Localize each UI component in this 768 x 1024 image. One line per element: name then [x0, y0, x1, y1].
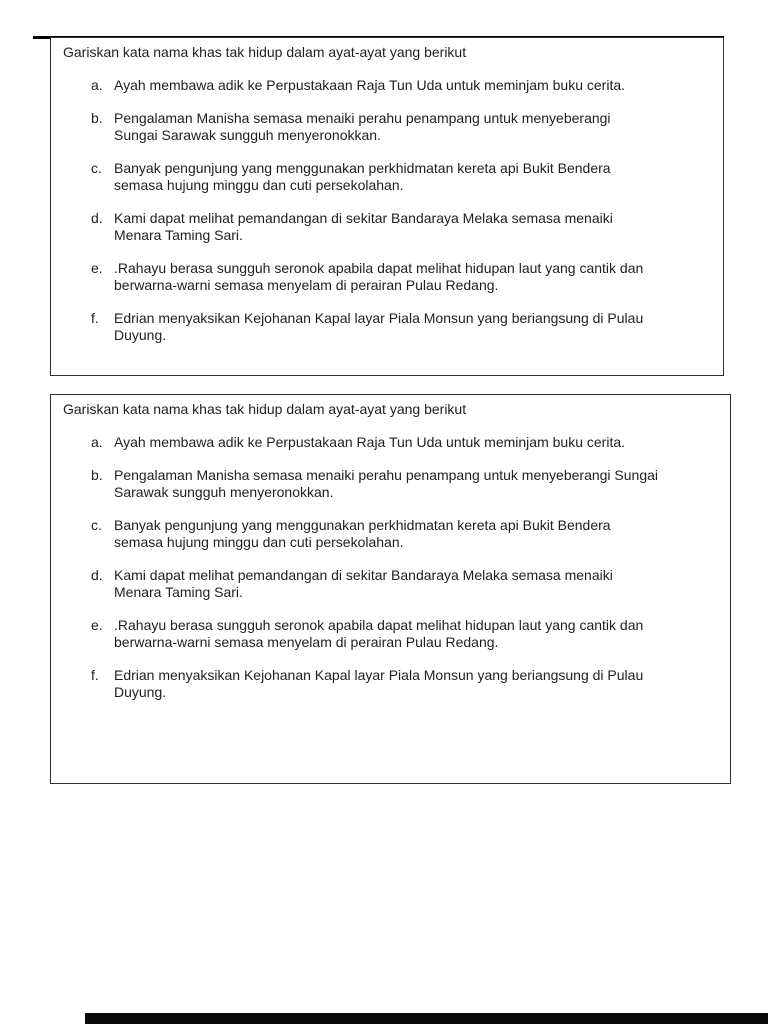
list-item-text	[114, 310, 713, 344]
list-item-text	[114, 567, 720, 601]
list-item-text	[114, 260, 713, 294]
list-item-label: f.	[91, 667, 99, 683]
question-box-2-list	[63, 434, 720, 701]
list-item-label: b.	[91, 467, 103, 483]
list-item-line: berwarna-warni semasa menyelam di perairan Pulau Redang.	[114, 277, 499, 293]
question-box-1-title: Gariskan kata nama khas tak hidup dalam ayat-ayat yang berikut	[63, 44, 467, 60]
list-item	[91, 467, 720, 501]
list-item	[91, 517, 720, 551]
scan-artifact-bar	[85, 1013, 768, 1024]
list-item-line: Ayah membawa adik ke Perpustakaan Raja Tun Uda untuk meminjam buku cerita.	[114, 77, 626, 93]
list-item-line: Kami dapat melihat pemandangan di sekitar Bandaraya Melaka semasa menaiki	[114, 210, 613, 226]
list-item	[91, 77, 713, 94]
list-item-line: Duyung.	[114, 327, 167, 343]
list-item-text	[114, 210, 713, 244]
list-item-line: Pengalaman Manisha semasa menaiki perahu penampang untuk menyeberangi Sungai	[114, 467, 659, 483]
list-item-line: Edrian menyaksikan Kejohanan Kapal layar Piala Monsun yang beriangsung di Pulau	[114, 667, 644, 683]
list-item-line: Edrian menyaksikan Kejohanan Kapal layar Piala Monsun yang beriangsung di Pulau	[114, 310, 644, 326]
list-item-label: f.	[91, 310, 99, 326]
list-item-label: c.	[91, 517, 102, 533]
list-item	[91, 310, 713, 344]
question-box-2-title: Gariskan kata nama khas tak hidup dalam ayat-ayat yang berikut	[63, 401, 467, 417]
list-item-line: Banyak pengunjung yang menggunakan perkhidmatan kereta api Bukit Bendera	[114, 517, 611, 533]
question-box-1-list	[63, 77, 713, 344]
list-item-text	[114, 110, 713, 144]
list-item	[91, 210, 713, 244]
list-item-label: b.	[91, 110, 103, 126]
list-item-line: Menara Taming Sari.	[114, 584, 243, 600]
list-item-line: Pengalaman Manisha semasa menaiki perahu penampang untuk menyeberangi	[114, 110, 611, 126]
list-item	[91, 434, 720, 451]
list-item-line: Ayah membawa adik ke Perpustakaan Raja Tun Uda untuk meminjam buku cerita.	[114, 434, 626, 450]
list-item-line: Kami dapat melihat pemandangan di sekitar Bandaraya Melaka semasa menaiki	[114, 567, 613, 583]
list-item-text	[114, 667, 720, 701]
list-item-label: e.	[91, 617, 103, 633]
question-box-1	[50, 37, 724, 376]
list-item-text	[114, 77, 713, 94]
list-item-label: a.	[91, 77, 103, 93]
list-item-label: a.	[91, 434, 103, 450]
list-item-line: semasa hujung minggu dan cuti persekolahan.	[114, 177, 404, 193]
list-item-text	[114, 434, 720, 451]
list-item	[91, 110, 713, 144]
list-item	[91, 160, 713, 194]
list-item-line: .Rahayu berasa sungguh seronok apabila dapat melihat hidupan laut yang cantik dan	[114, 260, 644, 276]
list-item-label: c.	[91, 160, 102, 176]
list-item-line: semasa hujung minggu dan cuti persekolahan.	[114, 534, 404, 550]
list-item-text	[114, 617, 720, 651]
list-item-line: .Rahayu berasa sungguh seronok apabila dapat melihat hidupan laut yang cantik dan	[114, 617, 644, 633]
list-item-line: Sungai Sarawak sungguh menyeronokkan.	[114, 127, 381, 143]
list-item	[91, 667, 720, 701]
list-item-text	[114, 467, 720, 501]
list-item-line: Sarawak sungguh menyeronokkan.	[114, 484, 334, 500]
list-item	[91, 617, 720, 651]
list-item-label: e.	[91, 260, 103, 276]
list-item-line: Duyung.	[114, 684, 167, 700]
list-item-label: d.	[91, 567, 103, 583]
list-item-line: berwarna-warni semasa menyelam di perairan Pulau Redang.	[114, 634, 499, 650]
list-item	[91, 567, 720, 601]
list-item	[91, 260, 713, 294]
list-item-text	[114, 160, 713, 194]
list-item-label: d.	[91, 210, 103, 226]
list-item-line: Banyak pengunjung yang menggunakan perkhidmatan kereta api Bukit Bendera	[114, 160, 611, 176]
question-box-2	[50, 394, 731, 784]
list-item-text	[114, 517, 720, 551]
list-item-line: Menara Taming Sari.	[114, 227, 243, 243]
